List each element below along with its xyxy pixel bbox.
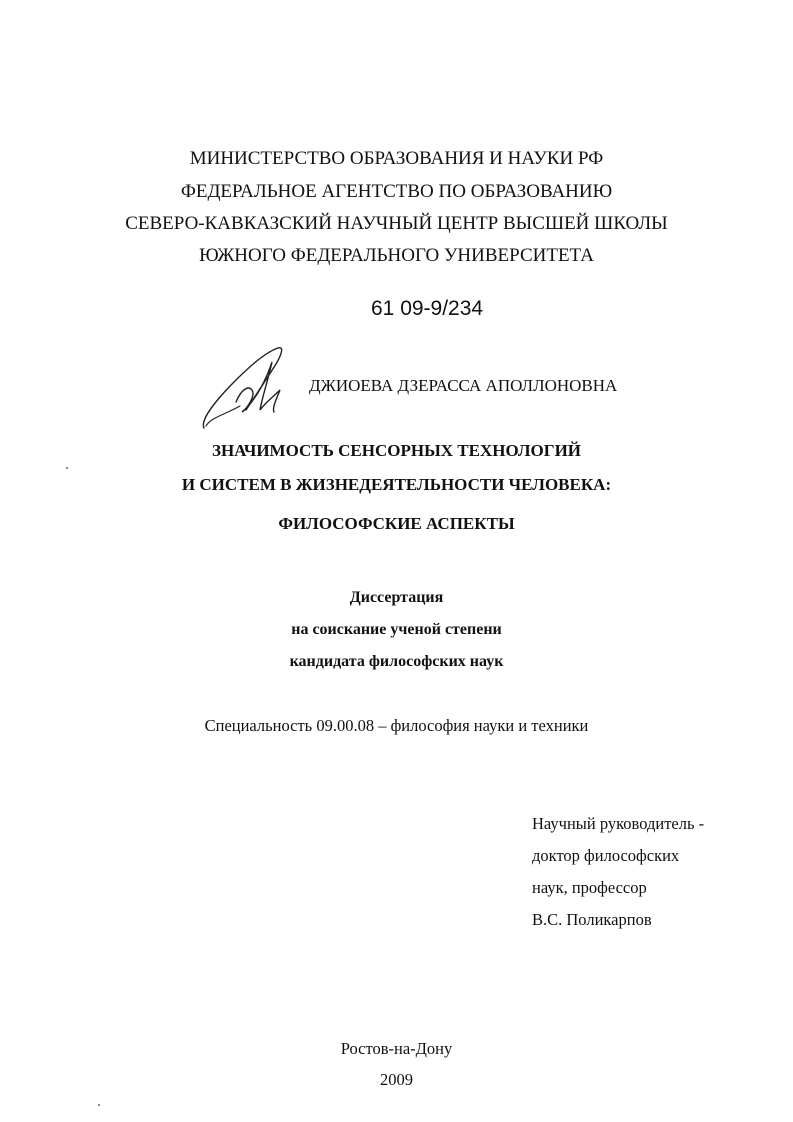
header-line-center: СЕВЕРО-КАВКАЗСКИЙ НАУЧНЫЙ ЦЕНТР ВЫСШЕЙ ШКОЛЫ [125, 213, 668, 234]
footer-year: 2009 [380, 1070, 413, 1089]
specialty: Специальность 09.00.08 – философия науки и техники [204, 716, 589, 735]
supervisor-name: В.С. Поликарпов [532, 910, 652, 929]
archive-code: 61 09-9/234 [371, 297, 484, 320]
scan-speck [66, 467, 68, 469]
footer-city: Ростов-на-Дону [340, 1039, 453, 1058]
author-name: ДЖИОЕВА ДЗЕРАССА АПОЛЛОНОВНА [309, 376, 618, 395]
title-line-2: И СИСТЕМ В ЖИЗНЕДЕЯТЕЛЬНОСТИ ЧЕЛОВЕКА: [181, 475, 612, 494]
supervisor-degree: доктор философских [532, 846, 680, 865]
header-line-ministry: МИНИСТЕРСТВО ОБРАЗОВАНИЯ И НАУКИ РФ [189, 148, 604, 169]
signature-image [196, 340, 296, 435]
header-line-university: ЮЖНОГО ФЕДЕРАЛЬНОГО УНИВЕРСИТЕТА [199, 245, 594, 266]
supervisor-role: Научный руководитель - [532, 814, 705, 833]
dissertation-field: кандидата философских наук [289, 653, 504, 670]
supervisor-title: наук, профессор [532, 878, 647, 897]
dissertation-label: Диссертация [349, 589, 444, 606]
title-line-3: ФИЛОСОФСКИЕ АСПЕКТЫ [278, 514, 515, 533]
scan-speck [98, 1104, 100, 1106]
title-line-1: ЗНАЧИМОСТЬ СЕНСОРНЫХ ТЕХНОЛОГИЙ [211, 441, 582, 460]
dissertation-degree: на соискание ученой степени [291, 621, 502, 638]
header-line-agency: ФЕДЕРАЛЬНОЕ АГЕНТСТВО ПО ОБРАЗОВАНИЮ [180, 181, 613, 202]
